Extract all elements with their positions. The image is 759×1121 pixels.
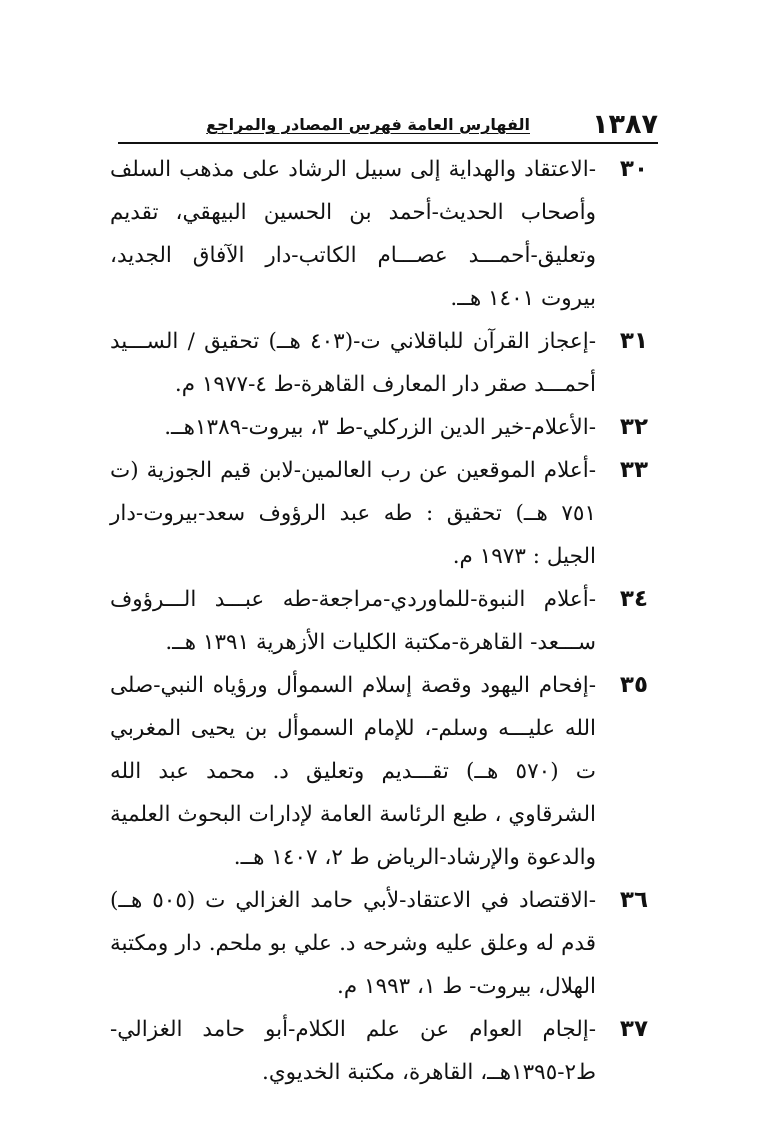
entry-number: ٣٤: [619, 586, 648, 612]
entry-text: -الاقتصاد في الاعتقاد-لأبي حامد الغزالي ت (٥٠٥ هــ) قدم له وعلق عليه وشرحه د. علي بو ملحم. دار ومكتبة الهلال، بيروت- ط ١، ١٩٩٣ م.: [110, 888, 596, 999]
entry-number: ٣٧: [619, 1016, 648, 1042]
reference-entry: [110, 449, 648, 578]
entry-text: -الأعلام-خير الدين الزركلي-ط ٣، بيروت-١٣٨٩هــ.: [164, 415, 596, 440]
entry-text: -إلجام العوام عن علم الكلام-أبو حامد الغزالي-ط٢-١٣٩٥هــ، القاهرة، مكتبة الخديوي.: [110, 1017, 596, 1085]
entry-number: ٣٣: [619, 457, 648, 483]
entry-number: ٣٦: [619, 887, 648, 913]
reference-entry: [110, 320, 648, 406]
reference-entry: [110, 406, 648, 449]
running-title: الفهارس العامة فهرس المصادر والمراجع: [206, 115, 530, 134]
entry-text: -أعلام النبوة-للماوردي-مراجعة-طه عبـــد الـــرؤوف ســـعد- القاهرة-مكتبة الكليات الأزهرية ١٣٩١ هــ.: [110, 587, 596, 655]
page-header: [118, 108, 658, 144]
reference-entry: [110, 879, 648, 1008]
entry-number: ٣٠: [619, 156, 648, 182]
entry-number: ٣١: [619, 328, 648, 354]
references-list: [110, 148, 648, 1094]
page-number: ١٣٨٧: [592, 109, 658, 140]
entry-number: ٣٥: [619, 672, 648, 698]
entry-number: ٣٢: [619, 414, 648, 440]
reference-entry: [110, 1008, 648, 1094]
reference-entry: [110, 664, 648, 879]
reference-entry: [110, 148, 648, 320]
entry-text: -الاعتقاد والهداية إلى سبيل الرشاد على مذهب السلف وأصحاب الحديث-أحمد بن الحسين البيهقي، تقديم وتعليق-أحمـــد عصـــام الكاتب-دار الآفاق الجديد، بيروت ١٤٠١ هــ.: [110, 157, 596, 311]
entry-text: -إفحام اليهود وقصة إسلام السموأل ورؤياه النبي-صلى الله عليـــه وسلم-، للإمام السموأل بن يحيى المغربي ت (٥٧٠ هــ) تقـــديم وتعليق د. محمد عبد الله الشرقاوي ، طبع الرئاسة العامة لإدارات البحوث العلمية والدعوة والإرشاد-الرياض ط ٢، ١٤٠٧ هــ.: [110, 673, 597, 870]
entry-text: -أعلام الموقعين عن رب العالمين-لابن قيم الجوزية (ت ٧٥١ هــ) تحقيق : طه عبد الرؤوف سعد-بيروت-دار الجيل : ١٩٧٣ م.: [110, 458, 596, 569]
entry-text: -إعجاز القرآن للباقلاني ت-(٤٠٣ هــ) تحقيق / الســـيد أحمـــد صقر دار المعارف القاهرة-ط ٤-١٩٧٧ م.: [110, 329, 596, 397]
reference-entry: [110, 578, 648, 664]
